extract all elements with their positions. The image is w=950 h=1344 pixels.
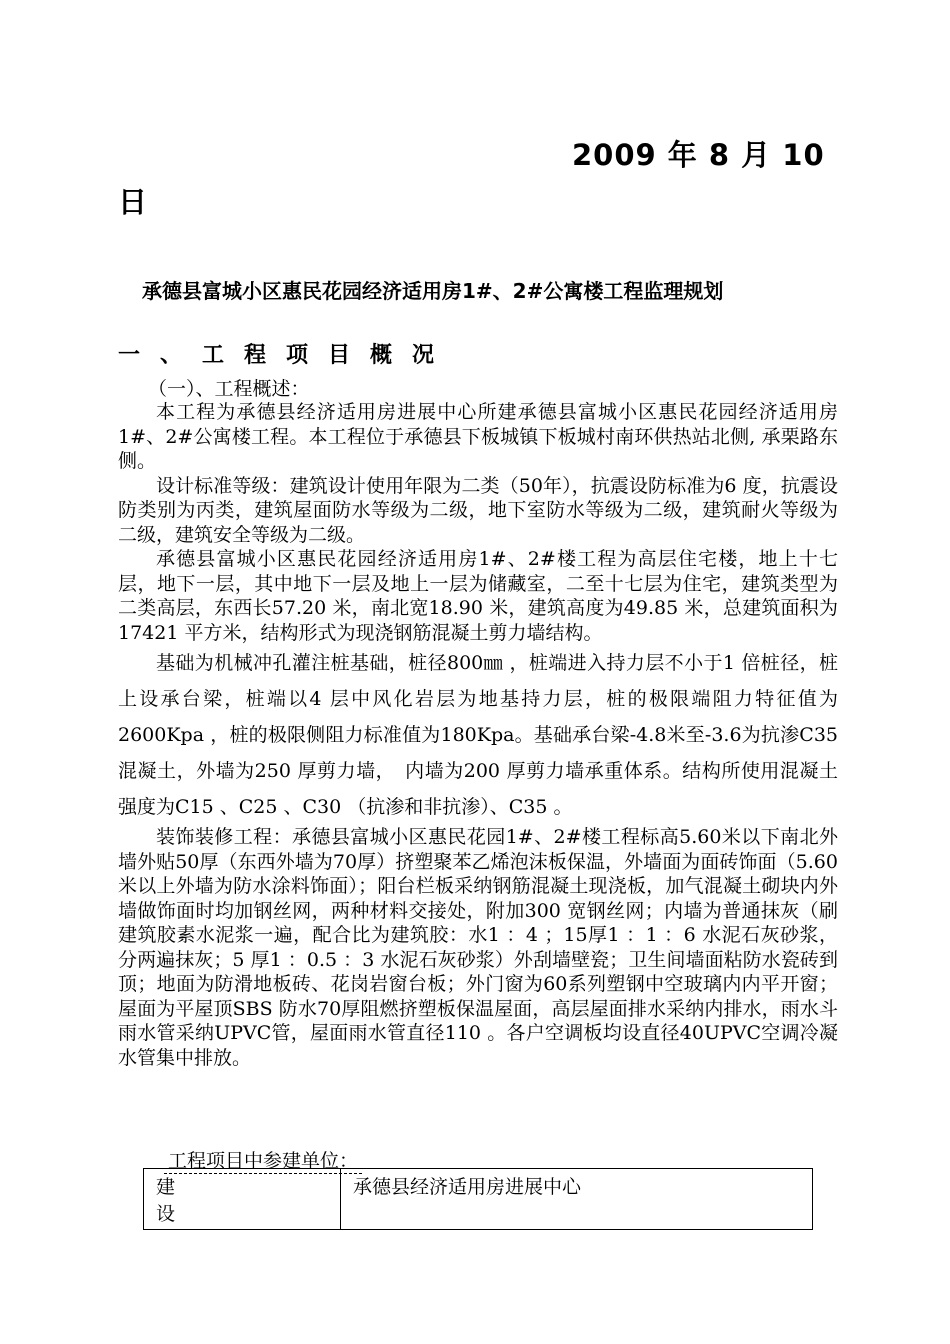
date-line: 2009 年 8 月 10 (572, 138, 825, 172)
paragraph-overview: 本工程为承德县经济适用房进展中心所建承德县富城小区惠民花园经济适用房1#、2#公寓楼工程。本工程位于承德县下板城镇下板城村南环供热站北侧, 承栗路东侧。 (118, 401, 838, 472)
participants-label: 工程项目中参建单位： (164, 1146, 362, 1174)
paragraph-building: 承德县富城小区惠民花园经济适用房1#、2#楼工程为高层住宅楼，地上十七层，地下一层，其中地下一层及地上一层为储藏室，二至十七层为住宅，建筑类型为二类高层，东西长57.20 米，南北宽18.90 米，建筑高度为49.85 米，总建筑面积为17421 平方米，结构形式为现浇钢筋混凝土剪力墙结构。 (118, 548, 838, 644)
table-row (144, 1169, 813, 1230)
section-heading: 一、工程项目概况 (118, 343, 455, 368)
paragraph-decoration: 装饰装修工程：承德县富城小区惠民花园1#、2#楼工程标高5.60米以下南北外墙外贴50厚（东西外墙为70厚）挤塑聚苯乙烯泡沫板保温，外墙面为面砖饰面（5.60米以上外墙为防水涂料饰面）；阳台栏板采纳钢筋混凝土现浇板，加气混凝土砌块内外墙做饰面时均加钢丝网，两种材料交接处，附加300 宽钢丝网；内墙为普通抹灰（刷建筑胶素水泥浆一遍，配合比为建筑胶：水1 ：4 ；15厚1 ：1 ：6 水泥石灰砂浆，分两遍抹灰；5 厚1 ：0.5 ：3 水泥石灰砂浆）外刮墙壁瓷；卫生间墙面粘防水瓷砖到顶；地面为防滑地板砖、花岗岩窗台板；外门窗为60系列塑钢中空玻璃内内平开窗；屋面为平屋顶SBS 防水70厚阻燃挤塑板保温屋面，高层屋面排水采纳内排水，雨水斗雨水管采纳UPVC管，屋面雨水管直径110 。各户空调板均设直径40UPVC空调冷凝水管集中排放。 (118, 826, 838, 1069)
paragraph-design-standard: 设计标准等级：建筑设计使用年限为二类（50年），抗震设防标准为6 度，抗震设防类别为丙类，建筑屋面防水等级为二级，地下室防水等级为二级，建筑耐火等级为二级，建筑安全等级为二级。 (118, 474, 838, 546)
participants-table (143, 1168, 813, 1230)
body-text (118, 400, 838, 1070)
sub-heading: （一）、工程概述： (148, 378, 310, 400)
date-day: 日 (118, 185, 148, 219)
participant-role: 建设 (144, 1169, 341, 1230)
participant-name: 承德县经济适用房进展中心 (341, 1169, 813, 1230)
paragraph-foundation: 基础为机械冲孔灌注桩基础，桩径800㎜ ，桩端进入持力层不小于1 倍桩径，桩上设承台梁，桩端以4 层中风化岩层为地基持力层，桩的极限端阻力特征值为2600Kpa ，桩的极限侧阻力标准值为180Kpa。基础承台梁-4.8米至-3.6为抗渗C35 混凝土，外墙为250 厚剪力墙， 内墙为200 厚剪力墙承重体系。结构所使用混凝土强度为C15 、C25 、C30 （抗渗和非抗渗）、C35 。 (118, 652, 838, 818)
document-title: 承德县富城小区惠民花园经济适用房1#、2#公寓楼工程监理规划 (142, 279, 724, 303)
